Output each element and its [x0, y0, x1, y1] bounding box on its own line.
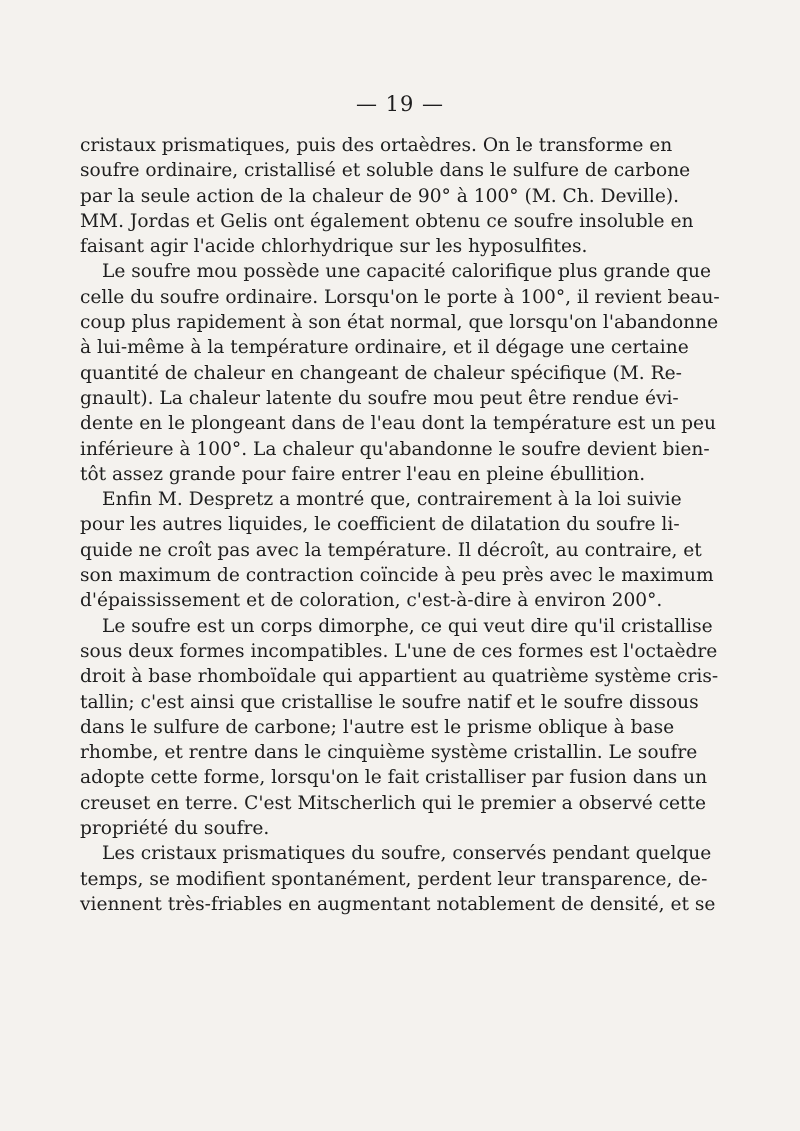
- text-line: à lui-même à la température ordinaire, et il dégage une certaine: [80, 337, 689, 359]
- text-line: dans le sulfure de carbone; l'autre est le prisme oblique à base: [80, 716, 675, 738]
- text-line: par la seule action de la chaleur de 90° à 100° (M. Ch. Deville).: [80, 185, 680, 207]
- text-line: viennent très-friables en augmentant notablement de densité, et se: [80, 893, 716, 915]
- text-line: tallin; c'est ainsi que cristallise le soufre natif et le soufre dissous: [80, 691, 699, 713]
- text-line: gnault). La chaleur latente du soufre mou peut être rendue évi-: [80, 387, 679, 409]
- text-line: celle du soufre ordinaire. Lorsqu'on le porte à 100°, il revient beau-: [80, 286, 720, 308]
- text-line: faisant agir l'acide chlorhydrique sur les hyposulfites.: [80, 236, 588, 258]
- text-line: soufre ordinaire, cristallisé et soluble dans le sulfure de carbone: [80, 160, 691, 182]
- text-line: sous deux formes incompatibles. L'une de ces formes est l'octaèdre: [80, 640, 718, 662]
- text-line: inférieure à 100°. La chaleur qu'abandonne le soufre devient bien-: [80, 438, 710, 460]
- text-line: Le soufre mou possède une capacité calorifique plus grande que: [102, 261, 711, 283]
- text-line: rhombe, et rentre dans le cinquième système cristallin. Le soufre: [80, 742, 698, 764]
- text-line: quantité de chaleur en changeant de chaleur spécifique (M. Re-: [80, 362, 682, 384]
- text-line: Le soufre est un corps dimorphe, ce qui veut dire qu'il cristallise: [102, 615, 713, 637]
- text-line: Les cristaux prismatiques du soufre, conservés pendant quelque: [102, 843, 712, 865]
- text-line: d'épaississement et de coloration, c'est-à-dire à environ 200°.: [80, 590, 663, 612]
- text-line: coup plus rapidement à son état normal, que lorsqu'on l'abandonne: [80, 312, 719, 334]
- text-line: creuset en terre. C'est Mitscherlich qui le premier a observé cette: [80, 792, 706, 814]
- text-line: son maximum de contraction coïncide à peu près avec le maximum: [80, 565, 714, 587]
- text-line: droit à base rhomboïdale qui appartient au quatrième système cris-: [80, 666, 719, 688]
- text-line: tôt assez grande pour faire entrer l'eau en pleine ébullition.: [80, 463, 646, 485]
- text-line: adopte cette forme, lorsqu'on le fait cristalliser par fusion dans un: [80, 767, 708, 789]
- text-line: MM. Jordas et Gelis ont également obtenu ce soufre insoluble en: [80, 210, 694, 232]
- text-line: cristaux prismatiques, puis des ortaèdres. On le transforme en: [80, 135, 673, 156]
- text-line: Enfin M. Despretz a montré que, contrairement à la loi suivie: [102, 489, 682, 511]
- text-line: quide ne croît pas avec la température. Il décroît, au contraire, et: [80, 539, 702, 561]
- text-line: temps, se modifient spontanément, perdent leur transparence, de-: [80, 868, 708, 890]
- body-text: [80, 133, 720, 917]
- text-line: dente en le plongeant dans de l'eau dont la température est un peu: [80, 413, 716, 435]
- text-line: propriété du soufre.: [80, 818, 270, 840]
- text-line: pour les autres liquides, le coefficient de dilatation du soufre li-: [80, 514, 680, 536]
- page-number: — 19 —: [355, 92, 445, 116]
